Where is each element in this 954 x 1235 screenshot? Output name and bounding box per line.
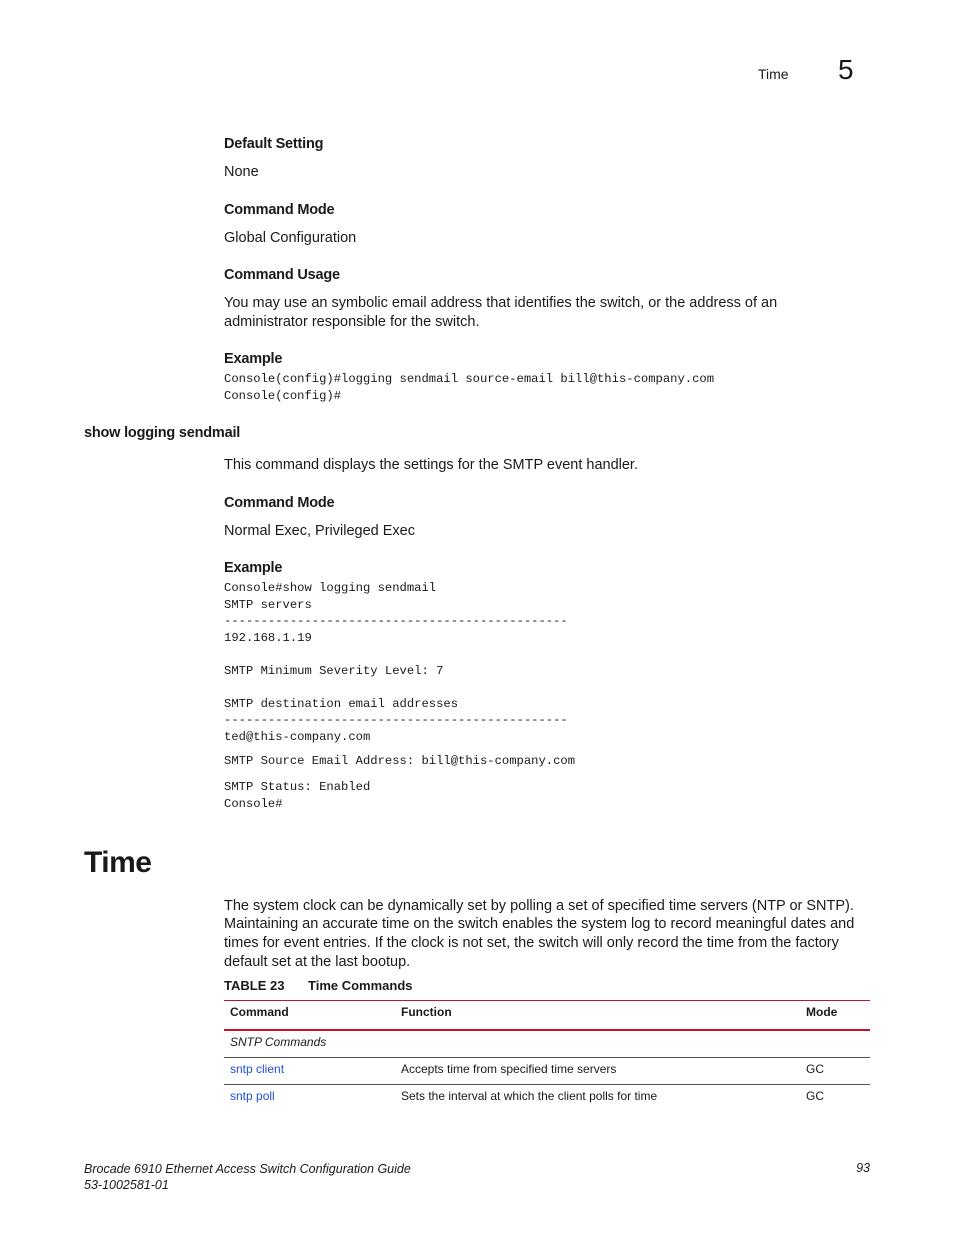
mode-cell: GC bbox=[800, 1058, 870, 1085]
table-title: Time Commands bbox=[308, 978, 413, 993]
command-link-sntp-client[interactable]: sntp client bbox=[230, 1062, 285, 1076]
table-header-row bbox=[224, 1001, 870, 1031]
command-mode-value: Global Configuration bbox=[224, 230, 357, 246]
example-heading: Example bbox=[224, 560, 283, 576]
command-mode-heading: Command Mode bbox=[224, 495, 335, 511]
table-row bbox=[224, 1085, 870, 1112]
command-heading-show-logging-sendmail: show logging sendmail bbox=[84, 425, 241, 441]
column-header-mode: Mode bbox=[800, 1001, 870, 1031]
command-usage-heading: Command Usage bbox=[224, 267, 340, 283]
running-header-title: Time bbox=[758, 66, 789, 82]
command-mode-heading: Command Mode bbox=[224, 202, 335, 218]
example-code-block: SMTP Status: Enabled Console# bbox=[224, 780, 371, 811]
function-cell: Accepts time from specified time servers bbox=[395, 1058, 800, 1085]
example-code-block: Console#show logging sendmail SMTP servers ----------------------------------------------- 192.168.1.19 SMTP Minimum Severity Level: 7 SMTP destination email addresses ----------------------------------------------- ted@this-company.com bbox=[224, 581, 568, 744]
chapter-number: 5 bbox=[838, 54, 854, 85]
table-row bbox=[224, 1058, 870, 1085]
footer-guide-title: Brocade 6910 Ethernet Access Switch Configuration Guide bbox=[84, 1162, 411, 1176]
time-commands-table bbox=[224, 1000, 870, 1111]
default-setting-heading: Default Setting bbox=[224, 136, 324, 152]
table-group-row bbox=[224, 1030, 870, 1058]
command-usage-line-2: administrator responsible for the switch. bbox=[224, 314, 480, 330]
section-heading-time: Time bbox=[84, 846, 152, 879]
footer-doc-number: 53-1002581-01 bbox=[84, 1178, 169, 1192]
example-heading: Example bbox=[224, 351, 283, 367]
command-usage-line-1: You may use an symbolic email address that identifies the switch, or the address of an bbox=[224, 295, 778, 311]
table-label: TABLE 23 bbox=[224, 978, 285, 993]
example-code-block: Console(config)#logging sendmail source-email bill@this-company.com Console(config)# bbox=[224, 372, 715, 403]
column-header-command: Command bbox=[224, 1001, 395, 1031]
time-paragraph-line-1: The system clock can be dynamically set by polling a set of specified time servers (NTP or SNTP). bbox=[224, 898, 854, 914]
example-code-block: SMTP Source Email Address: bill@this-company.com bbox=[224, 754, 576, 768]
group-label: SNTP Commands bbox=[224, 1030, 870, 1058]
command-description: This command displays the settings for the SMTP event handler. bbox=[224, 457, 638, 473]
default-setting-value: None bbox=[224, 164, 259, 180]
time-paragraph-line-2: Maintaining an accurate time on the switch enables the system log to record meaningful dates and bbox=[224, 916, 855, 932]
table-caption bbox=[224, 978, 413, 993]
mode-cell: GC bbox=[806, 1089, 824, 1103]
column-header-function: Function bbox=[395, 1001, 800, 1031]
function-cell: Sets the interval at which the client polls for time bbox=[401, 1089, 658, 1103]
page-footer bbox=[84, 1161, 411, 1193]
command-link-sntp-poll[interactable]: sntp poll bbox=[230, 1089, 275, 1103]
time-paragraph-line-4: default set at the last bootup. bbox=[224, 954, 411, 970]
page-number: 93 bbox=[856, 1161, 870, 1175]
command-mode-value: Normal Exec, Privileged Exec bbox=[224, 523, 415, 539]
time-paragraph-line-3: times for event entries. If the clock is not set, the switch will only record the time from the factory bbox=[224, 935, 839, 951]
